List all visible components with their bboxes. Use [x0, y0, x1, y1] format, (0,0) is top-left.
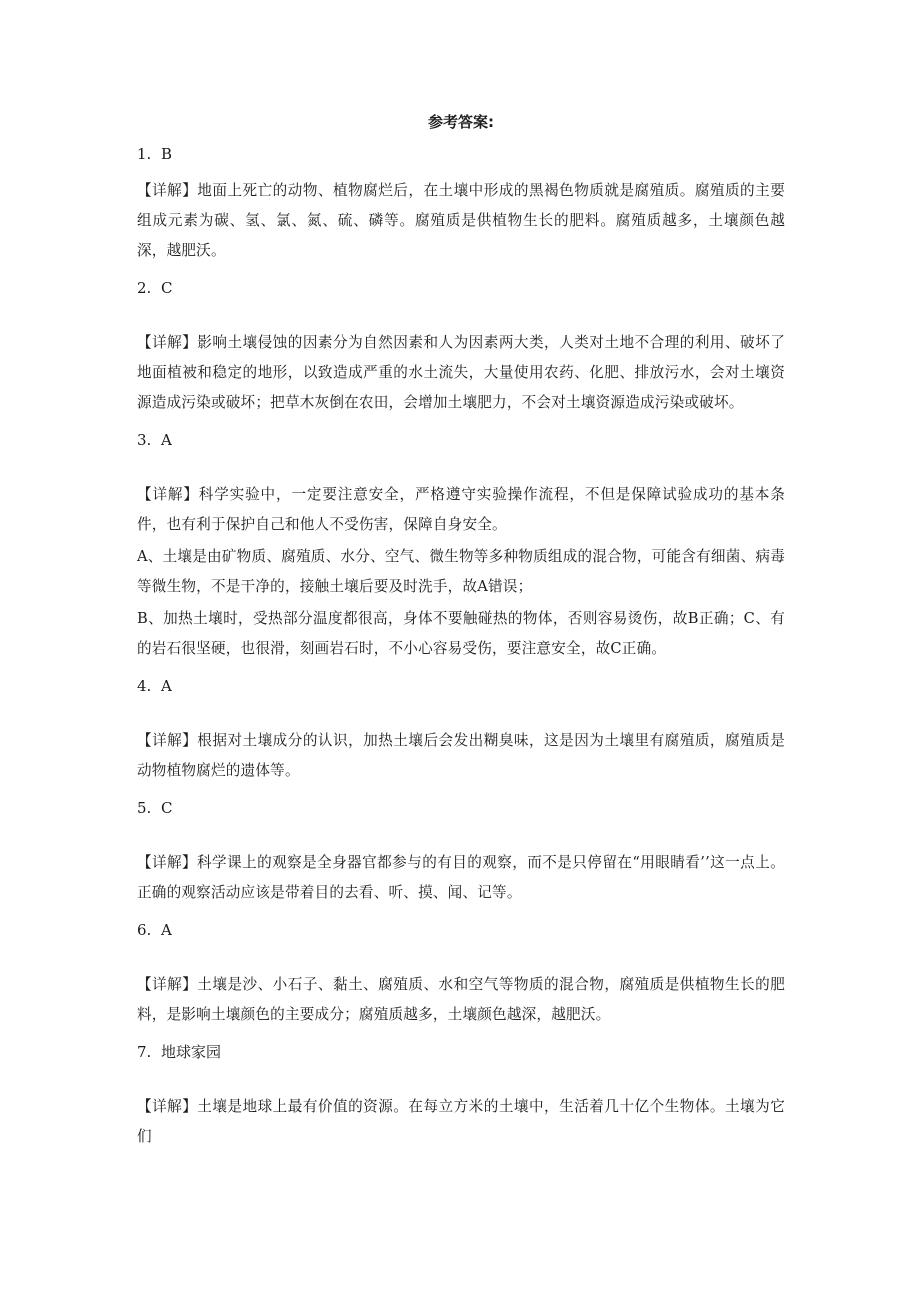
answer-choice: C: [161, 799, 173, 817]
answer-choice: C: [161, 279, 173, 297]
question-number: 2.: [137, 279, 152, 297]
answer-line: [137, 1042, 785, 1062]
question-number: 7.: [137, 1043, 152, 1061]
explanation-paragraph: 【详解】科学课上的观察是全身器官都参与的有目的观察，而不是只停留在“用眼睛看’’这一点上。正确的观察活动应该是带着目的去看、听、摸、闻、记等。: [137, 854, 785, 901]
explanation-paragraph: 【详解】地面上死亡的动物、植物腐烂后，在土壤中形成的黑褐色物质就是腐殖质。腐殖质的主要组成元素为碳、氢、氯、氮、硫、磷等。腐殖质是供植物生长的肥料。腐殖质越多，土壤颜色越深，越肥沃。: [137, 182, 785, 259]
question-number: 4.: [137, 677, 152, 695]
explanation-paragraph: 【详解】影响土壤侵蚀的因素分为自然因素和人为因素两大类，人类对土地不合理的利用、破坏了地面植被和稳定的地形，以致造成严重的水土流失，大量使用农药、化肥、排放污水，会对土壤资源造成污染或破坏；把草木灰倒在农田，会增加土壤肥力，不会对土壤资源造成污染或破坏。: [137, 334, 785, 411]
answer-key-page: [137, 112, 785, 1152]
question-number: 6.: [137, 921, 152, 939]
explanation-paragraph: 【详解】根据对土壤成分的认识，加热土壤后会发出糊臭味，这是因为土壤里有腐殖质，腐殖质是动物植物腐烂的遗体等。: [137, 732, 785, 779]
answer-line: [137, 144, 785, 164]
answer-text: 地球家园: [161, 1043, 222, 1061]
question-number: 5.: [137, 799, 152, 817]
answer-line: [137, 430, 785, 450]
explanation-paragraph: 【详解】土壤是地球上最有价值的资源。在每立方米的土壤中，生活着几十亿个生物体。土壤为它们: [137, 1098, 785, 1145]
answer-choice: A: [161, 677, 172, 695]
answer-line: [137, 278, 785, 298]
answer-choice: B: [161, 145, 173, 163]
explanation-paragraph: 【详解】科学实验中，一定要注意安全，严格遵守实验操作流程，不但是保障试验成功的基本条件，也有利于保护自己和他人不受伤害，保障自身安全。: [137, 486, 785, 533]
answer-line: [137, 676, 785, 696]
answer-choice: A: [161, 921, 172, 939]
answer-line: [137, 798, 785, 818]
question-number: 1.: [137, 145, 152, 163]
explanation-paragraph: 【详解】土壤是沙、小石子、黏土、腐殖质、水和空气等物质的混合物，腐殖质是供植物生长的肥料，是影响土壤颜色的主要成分；腐殖质越多，土壤颜色越深，越肥沃。: [137, 976, 785, 1023]
explanation-paragraph: A、土壤是由矿物质、腐殖质、水分、空气、微生物等多种物质组成的混合物，可能含有细菌、病毒等微生物，不是干净的，接触土壤后要及时洗手，故A错误；: [137, 548, 785, 595]
answer-choice: A: [161, 431, 172, 449]
explanation-paragraph: B、加热土壤时，受热部分温度都很高，身体不要触碰热的物体，否则容易烫伤，故B正确；C、有的岩石很坚硬，也很滑，刻画岩石时，不小心容易受伤，要注意安全，故C正确。: [137, 610, 785, 657]
page-title: 参考答案:: [428, 113, 494, 131]
question-number: 3.: [137, 431, 152, 449]
answer-line: [137, 920, 785, 940]
